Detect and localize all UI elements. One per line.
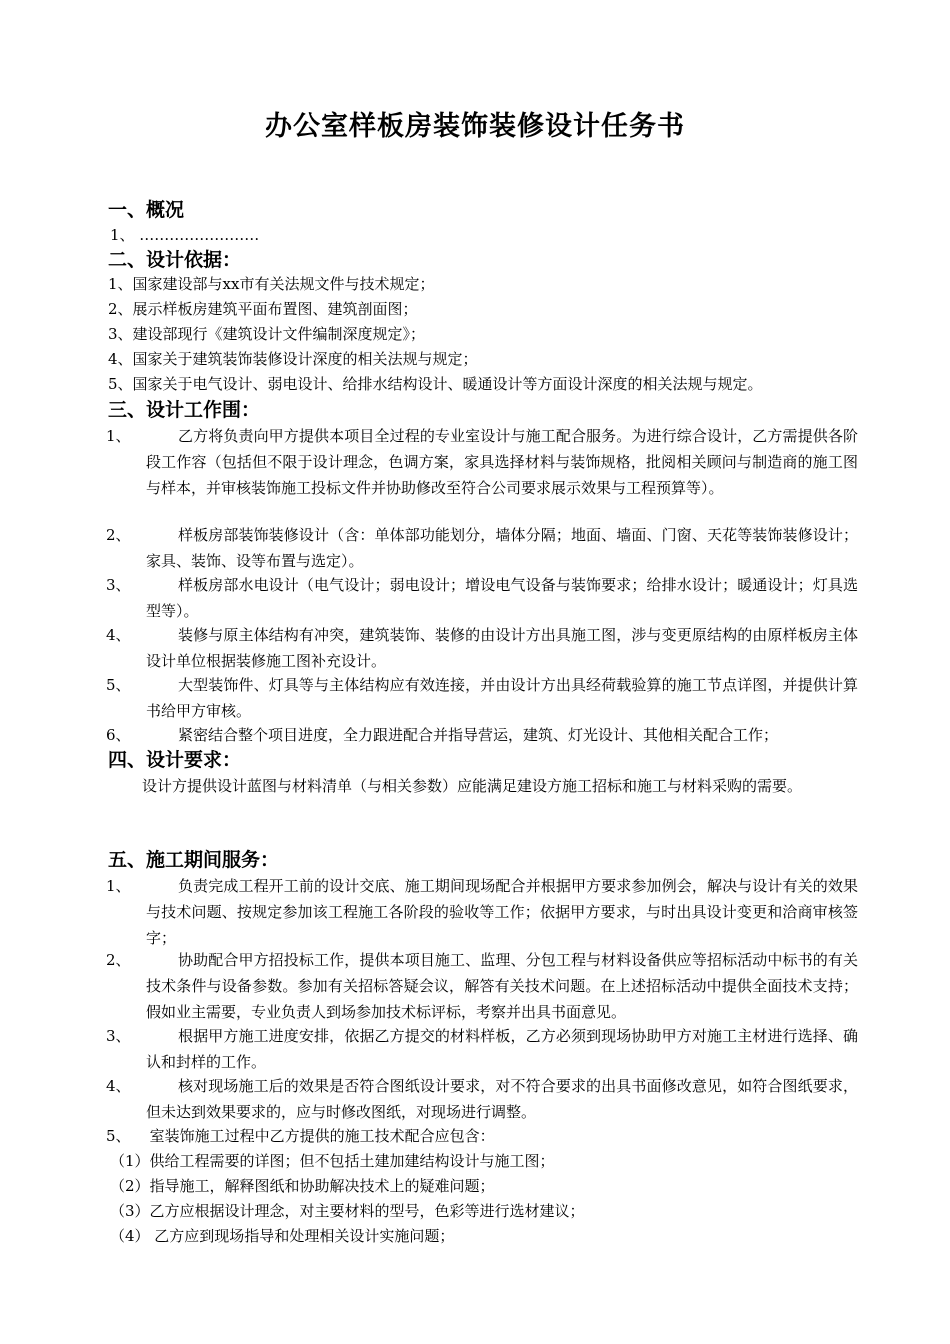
section-2-item: 5、国家关于电气设计、弱电设计、给排水结构设计、暖通设计等方面设计深度的相关法规与规定。	[108, 375, 763, 393]
section-5-item	[106, 947, 858, 1025]
section-1-heading: 一、概况	[108, 199, 185, 221]
section-4-heading: 四、设计要求：	[108, 749, 242, 771]
section-5-item	[106, 1023, 858, 1075]
sub-item: （3）乙方应根据设计理念，对主要材料的型号，色彩等进行选材建议；	[110, 1202, 585, 1220]
item-number: 4、	[106, 626, 131, 644]
section-4-text: 设计方提供设计蓝图与材料清单（与相关参数）应能满足建设方施工招标和施工与材料采购的需要。	[142, 777, 803, 795]
item-number: 1、	[106, 877, 131, 895]
section-2-item: 1、国家建设部与xx市有关法规文件与技术规定；	[108, 275, 435, 293]
item-number: 6、	[106, 726, 131, 744]
section-5-item	[106, 1073, 858, 1125]
document-title: 办公室样板房装饰装修设计任务书	[265, 111, 685, 142]
section-3-item	[106, 672, 858, 724]
section-3-item	[106, 622, 858, 674]
item-number: 4、	[106, 1077, 131, 1095]
item-text: 紧密结合整个项目进度，全力跟进配合并指导营运，建筑、灯光设计、其他相关配合工作；	[178, 726, 779, 744]
section-5-item	[106, 873, 858, 951]
item-number: 2、	[106, 951, 131, 969]
section-5-item-5: 5、 室装饰施工过程中乙方提供的施工技术配合应包含：	[106, 1127, 495, 1145]
item-text: 协助配合甲方招投标工作，提供本项目施工、监理、分包工程与材料设备供应等招标活动中标书的有关技术条件与设备参数。参加有关招标答疑会议，解答有关技术问题。在上述招标活动中提供全面技术支持；假如业主需要，专业负责人到场参加技术标评标，考察并出具书面意见。	[146, 951, 858, 1021]
item-text: 大型装饰件、灯具等与主体结构应有效连接，并由设计方出具经荷载验算的施工节点详图，并提供计算书给甲方审核。	[146, 676, 858, 720]
item-text: 乙方将负责向甲方提供本项目全过程的专业室设计与施工配合服务。为进行综合设计，乙方需提供各阶段工作容（包括但不限于设计理念，色调方案，家具选择材料与装饰规格，批阅相关顾问与制造商的施工图与样本，并审核装饰施工投标文件并协助修改至符合公司要求展示效果与工程预算等）。	[146, 427, 858, 497]
item-text: 负责完成工程开工前的设计交底、施工期间现场配合并根据甲方要求参加例会，解决与设计有关的效果与技术问题、按规定参加该工程施工各阶段的验收等工作；依据甲方要求，与时出具设计变更和洽商审核签字；	[146, 877, 858, 947]
sub-item: （2）指导施工，解释图纸和协助解决技术上的疑难问题；	[110, 1177, 495, 1195]
section-2-item: 2、展示样板房建筑平面布置图、建筑剖面图；	[108, 300, 418, 318]
sub-item: （1）供给工程需要的详图；但不包括土建加建结构设计与施工图；	[110, 1152, 555, 1170]
item-text: 核对现场施工后的效果是否符合图纸设计要求，对不符合要求的出具书面修改意见，如符合图纸要求，但未达到效果要求的，应与时修改图纸，对现场进行调整。	[146, 1077, 858, 1121]
item-number: 5、	[106, 676, 131, 694]
item-text: 样板房部水电设计（电气设计；弱电设计；增设电气设备与装饰要求；给排水设计；暖通设计；灯具选型等）。	[146, 576, 858, 620]
section-2-item: 3、建设部现行《建筑设计文件编制深度规定》；	[108, 325, 426, 343]
section-5-heading: 五、施工期间服务：	[108, 849, 280, 871]
section-3-item	[106, 522, 858, 574]
item-number: 1、	[106, 427, 131, 445]
item-number: 3、	[106, 576, 131, 594]
item-text: 装修与原主体结构有冲突，建筑装饰、装修的由设计方出具施工图，涉与变更原结构的由原样板房主体设计单位根据装修施工图补充设计。	[146, 626, 858, 670]
sub-item: （4） 乙方应到现场指导和处理相关设计实施问题；	[110, 1227, 455, 1245]
item-number: 3、	[106, 1027, 131, 1045]
section-3-item	[106, 722, 858, 748]
item-text: 根据甲方施工进度安排，依据乙方提交的材料样板，乙方必须到现场协助甲方对施工主材进行选择、确认和封样的工作。	[146, 1027, 858, 1071]
section-3-heading: 三、设计工作围：	[108, 399, 261, 421]
section-2-heading: 二、设计依据：	[108, 249, 242, 271]
section-3-item	[106, 572, 858, 624]
section-3-item	[106, 423, 858, 501]
section-1-item: 1、 ……………………	[110, 226, 260, 244]
item-text: 样板房部装饰装修设计（含：单体部功能划分，墙体分隔；地面、墙面、门窗、天花等装饰装修设计；家具、装饰、设等布置与选定）。	[146, 526, 858, 570]
section-2-item: 4、国家关于建筑装饰装修设计深度的相关法规与规定；	[108, 350, 478, 368]
item-number: 2、	[106, 526, 131, 544]
